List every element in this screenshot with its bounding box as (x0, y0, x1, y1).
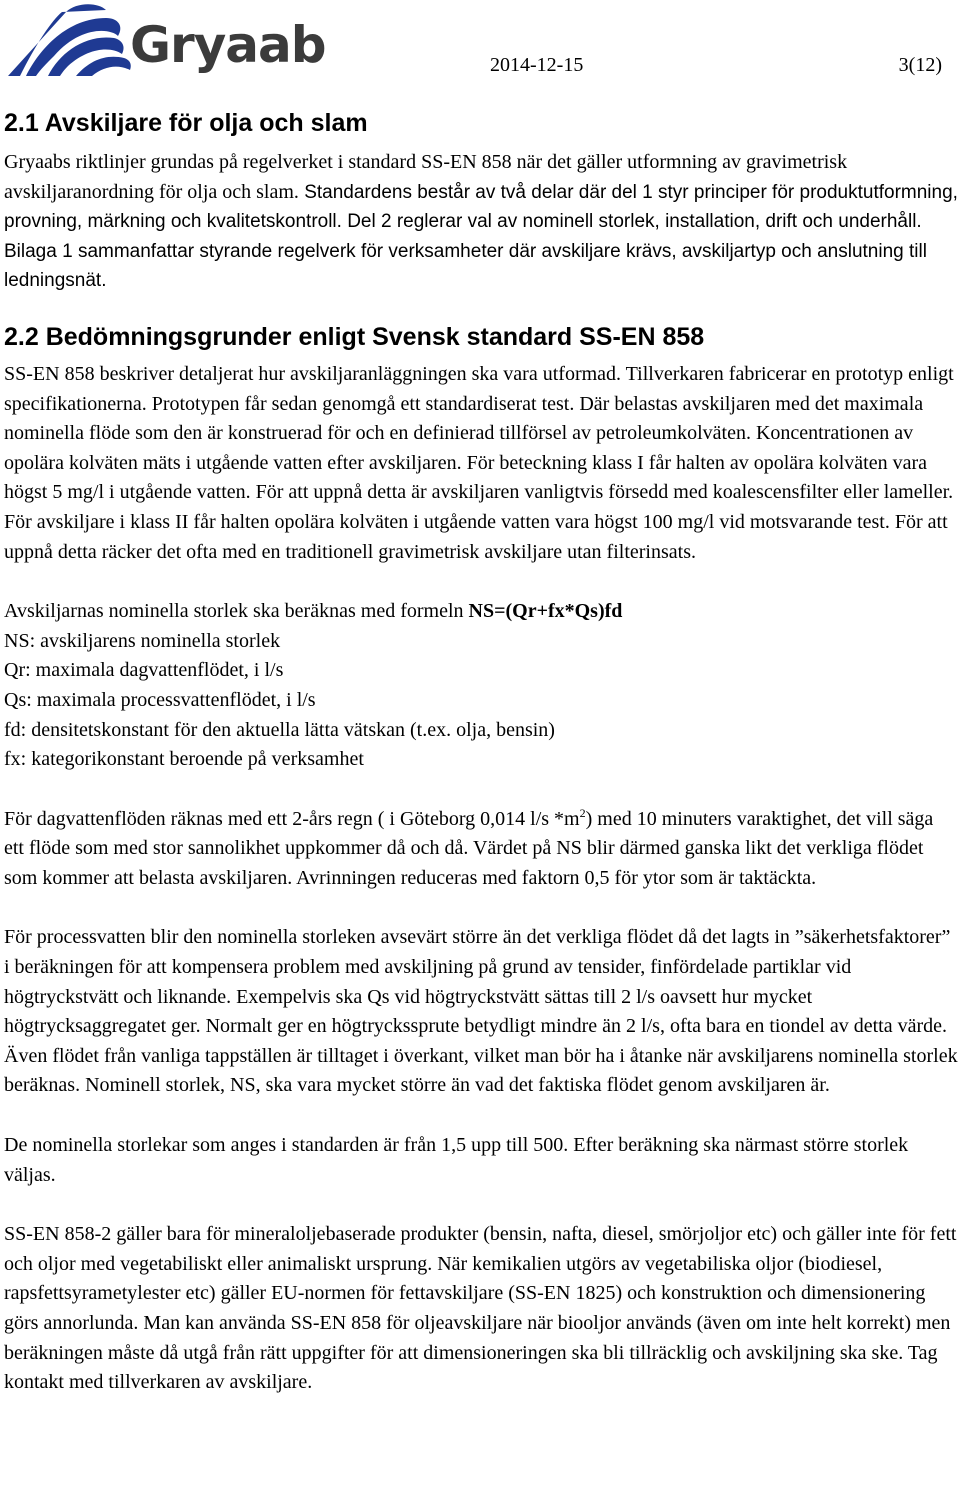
paragraph-2-1-serif-part: Gryaabs riktlinjer grundas på regelverket i standard SS-EN 858 när det gäller utformning av gravimetrisk avskiljaranordning för olja och slam. (4, 151, 848, 203)
header-date: 2014-12-15 (490, 54, 584, 76)
definition-item: Qs: maximala processvattenflödet, i l/s (4, 688, 316, 711)
logo-swoosh-icon (6, 4, 136, 80)
section-heading-2-1: 2.1 Avskiljare för olja och slam (4, 109, 368, 137)
superscript: 2 (579, 805, 586, 820)
formula: NS=(Qr+fx*Qs)fd (468, 600, 623, 623)
paragraph-2-1 (4, 148, 958, 296)
definition-item: NS: avskiljarens nominella storlek (4, 629, 281, 652)
paragraph-rain-flow (4, 805, 958, 894)
paragraph-process-water: För processvatten blir den nominella storleken avsevärt större än det verkliga flödet då det lagts in ”säkerhetsfaktorer” i beräkningen för att kompensera problem med avskiljning på grund av tensider, finfördelade partiklar vid högtryckstvätt och liknande. Exempelvis ska Qs vid högtryckstvätt sättas till 2 l/s oavsett hur mycket högtrycksaggregatet ger. Normalt ger en högtryckssprute betydligt mindre än 2 l/s, ofta bara en tiondel av detta värde. Även flödet från vanliga tappställen är tilltaget i överkant, vilket man bör ha i åtanke när avskiljarens nominella storlek beräknas. Nominell storlek, NS, ska vara mycket större än vad det faktiska flödet genom avskiljaren är. (4, 926, 958, 1097)
gryaab-logo (6, 4, 326, 80)
definition-item: Qr: maximala dagvattenflödet, i l/s (4, 659, 284, 682)
paragraph-nominal-sizes: De nominella storlekar som anges i standarden är från 1,5 upp till 500. Efter beräkning ska närmast större storlek väljas. (4, 1134, 909, 1186)
definition-item: fd: densitetskonstant för den aktuella lätta vätskan (t.ex. olja, bensin) (4, 718, 555, 741)
definition-item: fx: kategorikonstant beroende på verksamhet (4, 748, 364, 771)
paragraph-2-1-sans-part: Standardens består av två delar där del 1 styr principer för produktutformning, provning, märkning och kvalitetskontroll. Del 2 reglerar val av nominell storlek, installation, drift och underhåll. Bilaga 1 sammanfattar styrande regelverk för verksamheter där avskiljare krävs, avskiljartyp och anslutning till ledningsnät. (4, 181, 958, 292)
rain-flow-text: För dagvattenflöden räknas med ett 2-års regn ( i Göteborg 0,014 l/s *m (4, 807, 580, 830)
document-body (4, 106, 958, 1398)
formula-paragraph (4, 597, 958, 775)
logo-wordmark: Gryaab (130, 16, 326, 74)
paragraph-2-2-intro: SS-EN 858 beskriver detaljerat hur avskiljaranläggningen ska vara utformad. Tillverkaren fabricerar en prototyp enligt specifikationerna. Prototypen får sedan genomgå ett standardiserat test. Där belastas avskiljaren med det maximala nominella flöde som den är konstruerad för och en definierad tillförsel av petroleumkolväten. Koncentrationen av opolära kolväten mäts i utgående vatten efter avskiljaren. För beteckning klass I får halten av opolära kolväten vara högst 5 mg/l i utgående vatten. För att uppnå detta är avskiljaren vanligtvis försedd med koalescensfilter eller lameller. För avskiljare i klass II får halten opolära kolväten i utgående vatten vara högst 100 mg/l vid motsvarande test. För att uppnå detta räcker det ofta med en traditionell gravimetrisk avskiljare utan filterinsats. (4, 362, 954, 563)
paragraph-scope: SS-EN 858-2 gäller bara för mineraloljebaserade produkter (bensin, nafta, diesel, smörjoljor etc) och gäller inte för fett och oljor med vegetabiliskt eller animaliskt ursprung. När kemikalien utgörs av vegetabiliska oljor (biodiesel, rapsfettsyrametylester etc) gäller EU-normen för fettavskiljare (SS-EN 1825) och konstruktion och dimensionering görs annorlunda. Man kan använda SS-EN 858 för oljeavskiljare när biooljor används (även om inte helt korrekt) men beräkningen måste då utgå från rätt uppgifter för att dimensioneringen ska bli tillräcklig och avskiljning ska ske. Tag kontakt med tillverkaren av avskiljare. (4, 1223, 957, 1394)
formula-intro: Avskiljarnas nominella storlek ska beräknas med formeln (4, 600, 469, 623)
header-page-number: 3(12) (898, 54, 942, 76)
section-heading-2-2: 2.2 Bedömningsgrunder enligt Svensk standard SS-EN 858 (4, 322, 705, 351)
rain-flow-text-continued: ) med 10 minuters varaktighet, det vill säga ett flöde som med stor sannolikhet uppkommer då och då. Värdet på NS blir därmed ganska likt det verkliga flödet som kommer att belasta avskiljaren. Avrinningen reduceras med faktorn 0,5 för ytor som är taktäckta. (4, 807, 934, 889)
